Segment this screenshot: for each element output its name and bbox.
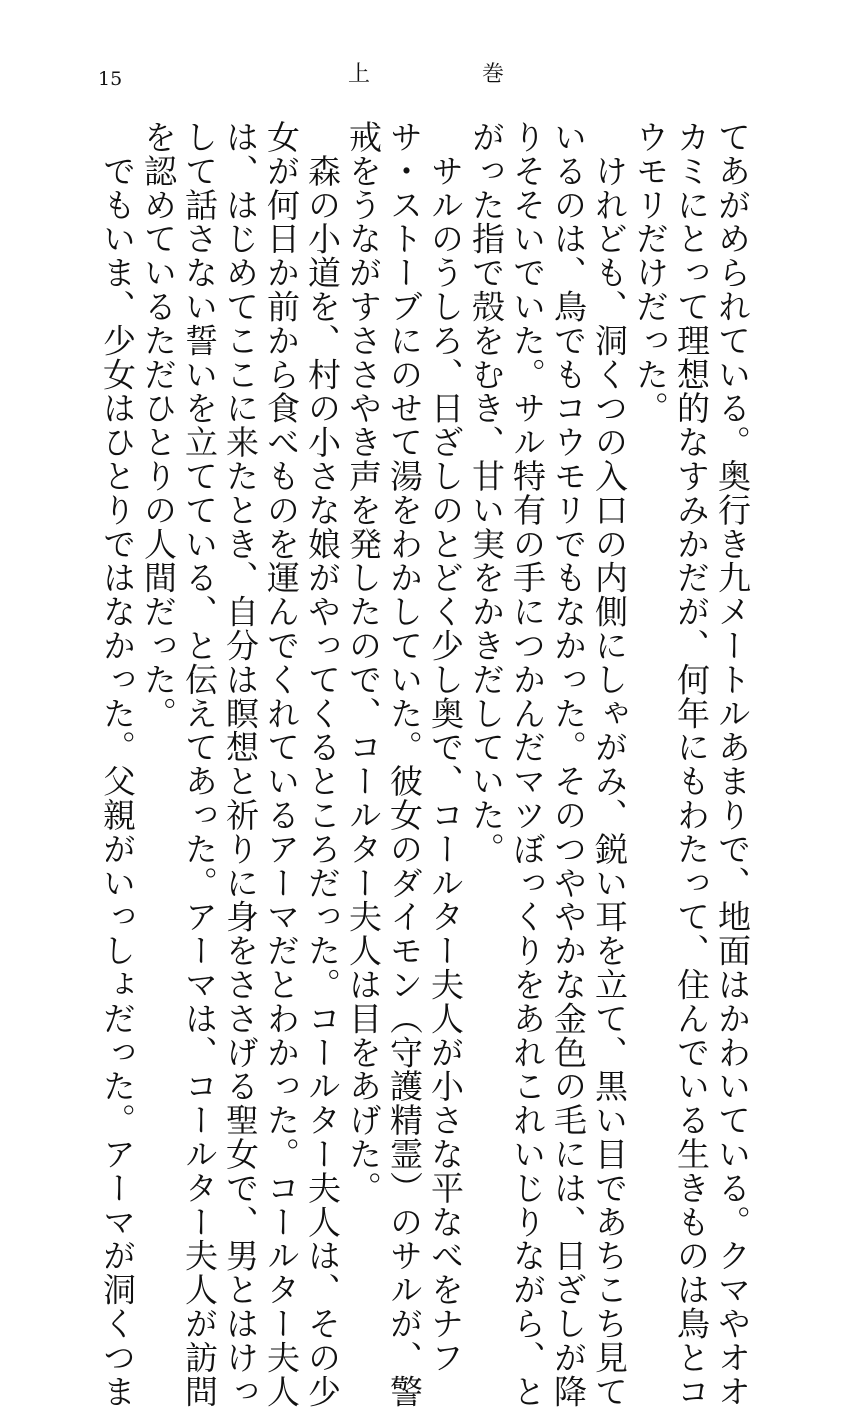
text-line: 戒をうながすささやき声を発したので、コールター夫人は目をあげた。 (344, 120, 383, 1205)
body-text (97, 120, 753, 1408)
text-line: でもいま、少女はひとりではなかった。父親がいっしょだった。アーマが洞くつま (98, 120, 137, 1408)
text-line: して話さない誓いを立てている、と伝えてあった。アーマは、コールター夫人が訪問 (180, 120, 219, 1408)
text-line: 森の小道を、村の小さな娘がやってくるところだった。コールター夫人は、その少 (303, 120, 342, 1408)
text-line: がった指で殻をむき、甘い実をかきだしていた。 (467, 120, 506, 866)
text-line: サ・ストーブにのせて湯をわかしていた。彼女のダイモン（守護精霊）のサルが、警 (385, 120, 424, 1408)
text-line: は、はじめてここに来たとき、自分は瞑想と祈りに身をささげる聖女で、男とはけっ (221, 120, 260, 1408)
text-line: りそそいでいた。サル特有の手につかんだマツぼっくりをあれこれいじりながら、と (508, 120, 547, 1408)
text-line: けれども、洞くつの入口の内側にしゃがみ、鋭い耳を立て、黒い目であちこち見て (590, 120, 629, 1408)
text-line: カミにとって理想的なすみかだが、何年にもわたって、住んでいる生きものは鳥とコ (672, 120, 711, 1408)
text-line: ウモリだけだった。 (631, 120, 670, 426)
page-number: 15 (98, 68, 123, 90)
running-title (348, 64, 504, 86)
text-line: 女が何日か前から食べものを運んでくれているアーマだとわかった。コールター夫人 (262, 120, 301, 1408)
text-line: を認めているただひとりの人間だった。 (139, 120, 178, 731)
text-line: てあがめられている。奥行き九メートルあまりで、地面はかわいている。クマやオオ (713, 120, 752, 1408)
running-title-char-1: 上 (348, 62, 371, 87)
text-line: サルのうしろ、日ざしのとどく少し奥で、コールター夫人が小さな平なべをナフ (426, 120, 465, 1375)
running-title-char-2: 巻 (481, 62, 504, 87)
text-line: いるのは、鳥でもコウモリでもなかった。そのつややかな金色の毛には、日ざしが降 (549, 120, 588, 1408)
